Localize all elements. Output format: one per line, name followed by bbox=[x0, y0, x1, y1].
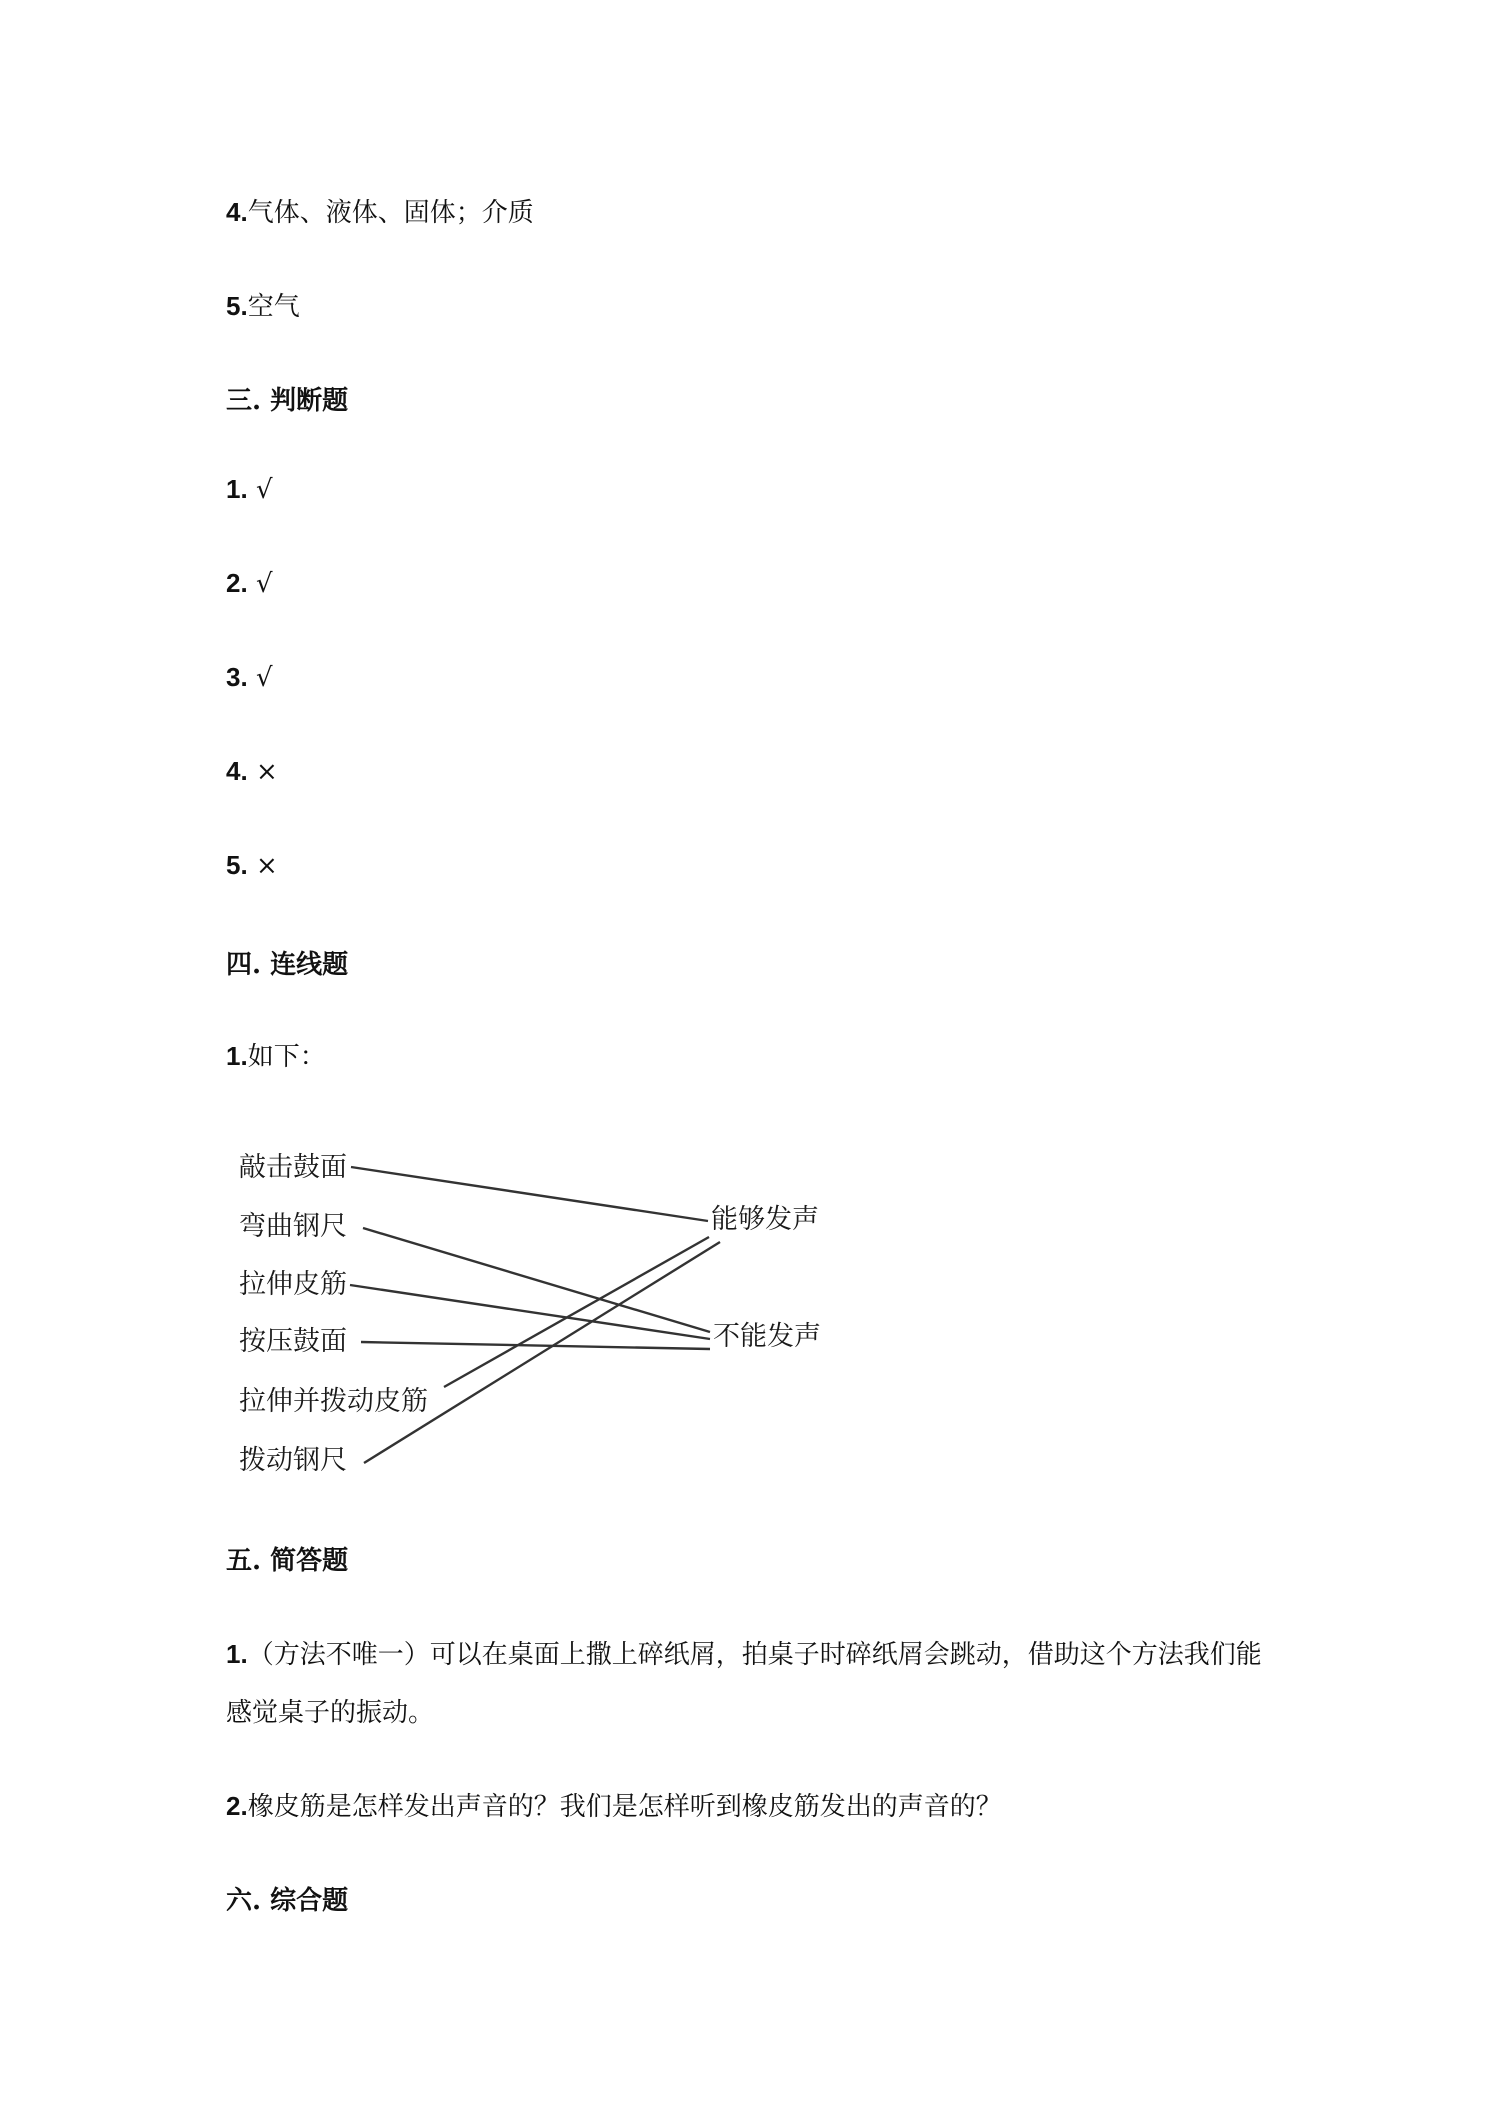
answer-mark: × bbox=[255, 851, 278, 881]
section-heading-matching: 四. 连线题 bbox=[226, 950, 349, 980]
connection-line bbox=[361, 1342, 710, 1349]
connection-line bbox=[364, 1242, 720, 1463]
left-item: 拨动钢尺 bbox=[239, 1445, 347, 1476]
connection-line bbox=[351, 1167, 708, 1221]
judgement-answer-1 bbox=[226, 474, 273, 505]
left-item: 敲击鼓面 bbox=[239, 1152, 347, 1183]
answer-4 bbox=[226, 192, 534, 229]
connection-lines bbox=[350, 1167, 720, 1463]
answer-text: （方法不唯一）可以在桌面上撒上碎纸屑，拍桌子时碎纸屑会跳动，借助这个方法我们能 bbox=[247, 1640, 1262, 1670]
answer-5 bbox=[226, 286, 300, 323]
answer-text: 橡皮筋是怎样发出声音的？我们是怎样听到橡皮筋发出的声音的？ bbox=[247, 1792, 1002, 1822]
answer-number: 5. bbox=[226, 291, 248, 321]
answer-text: 空气 bbox=[247, 292, 300, 322]
left-item: 拉伸并拨动皮筋 bbox=[239, 1386, 428, 1417]
answer-mark: × bbox=[255, 757, 278, 787]
judgement-answer-5 bbox=[226, 850, 278, 881]
answer-number: 4. bbox=[226, 197, 248, 227]
answer-text: 气体、液体、固体；介质 bbox=[247, 198, 534, 228]
right-items bbox=[711, 1204, 821, 1352]
answer-number: 1. bbox=[226, 1639, 248, 1669]
answer-mark: √ bbox=[255, 569, 273, 599]
short-answer-2 bbox=[226, 1786, 1002, 1823]
matching-diagram bbox=[226, 1120, 846, 1500]
right-item: 能够发声 bbox=[711, 1204, 819, 1235]
answer-number: 3. bbox=[226, 662, 248, 692]
left-items bbox=[239, 1152, 428, 1476]
judgement-answer-3 bbox=[226, 662, 273, 693]
section-heading-comprehensive: 六. 综合题 bbox=[226, 1886, 349, 1916]
right-item: 不能发声 bbox=[713, 1321, 821, 1352]
short-answer-1-line2: 感觉桌子的振动。 bbox=[226, 1698, 435, 1728]
answer-number: 4. bbox=[226, 756, 248, 786]
short-answer-1-line1 bbox=[226, 1634, 1262, 1671]
judgement-answer-4 bbox=[226, 756, 278, 787]
left-item: 弯曲钢尺 bbox=[239, 1211, 347, 1242]
answer-number: 2. bbox=[226, 568, 248, 598]
answer-mark: √ bbox=[255, 475, 273, 505]
connection-line bbox=[350, 1285, 710, 1339]
connection-line bbox=[444, 1237, 709, 1387]
answer-number: 5. bbox=[226, 850, 248, 880]
section-heading-short-answer: 五. 简答题 bbox=[226, 1546, 349, 1576]
answer-text: 如下： bbox=[247, 1042, 326, 1072]
answer-number: 1. bbox=[226, 474, 248, 504]
matching-answer-1 bbox=[226, 1036, 326, 1073]
answer-mark: √ bbox=[255, 663, 273, 693]
judgement-answer-2 bbox=[226, 568, 273, 599]
answer-number: 1. bbox=[226, 1041, 248, 1071]
answer-number: 2. bbox=[226, 1791, 248, 1821]
section-heading-judgement: 三. 判断题 bbox=[226, 386, 349, 416]
left-item: 按压鼓面 bbox=[239, 1326, 347, 1357]
left-item: 拉伸皮筋 bbox=[239, 1269, 347, 1300]
